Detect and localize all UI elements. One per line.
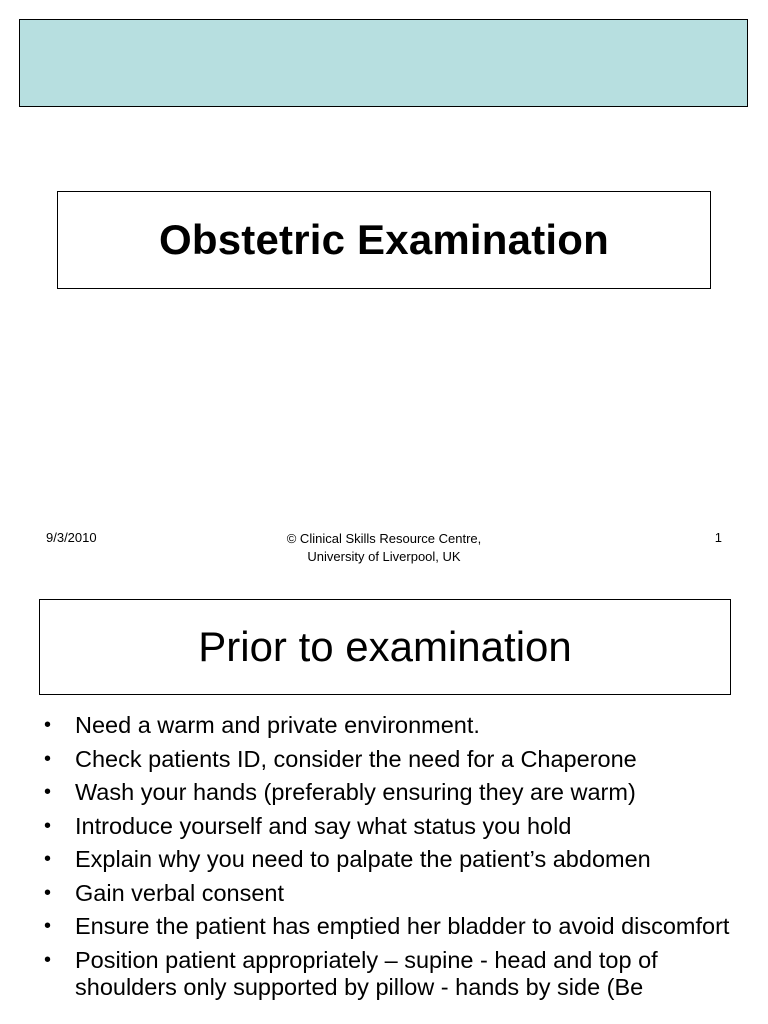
header-color-band <box>19 19 748 107</box>
bullet-item <box>44 779 734 806</box>
footer-page-number: 1 <box>714 530 722 545</box>
bullet-text: Explain why you need to palpate the patient’s abdomen <box>75 846 651 872</box>
bullet-dot-icon: • <box>44 814 52 837</box>
bullet-dot-icon: • <box>44 915 52 937</box>
bullet-dot-icon: • <box>44 948 52 971</box>
bullet-list <box>44 712 734 1007</box>
footer-credit-line1: © Clinical Skills Resource Centre, <box>286 531 482 546</box>
bullet-item <box>44 947 734 1001</box>
footer-credit-line2: University of Liverpool, UK <box>307 549 461 564</box>
slide2-title: Prior to examination <box>198 623 572 670</box>
bullet-text: Gain verbal consent <box>75 879 285 906</box>
bullet-item <box>44 712 734 739</box>
bullet-item <box>44 880 734 907</box>
bullet-dot-icon: • <box>44 848 52 870</box>
footer-date: 9/3/2010 <box>46 530 97 545</box>
bullet-text: Wash your hands (preferably ensuring they are warm) <box>75 779 636 805</box>
bullet-item <box>44 913 734 940</box>
bullet-item <box>44 813 734 840</box>
bullet-item <box>44 846 734 873</box>
slide2-title-box <box>39 599 731 695</box>
bullet-text: Ensure the patient has emptied her bladder to avoid discomfort <box>75 913 730 939</box>
bullet-text: Position patient appropriately – supine - head and top of shoulders only supported by pillow - hands by side (Be <box>75 946 658 1000</box>
bullet-dot-icon: • <box>44 747 52 770</box>
bullet-dot-icon: • <box>44 781 52 803</box>
slide1-title: Obstetric Examination <box>159 216 609 263</box>
bullet-text: Check patients ID, consider the need for a Chaperone <box>75 745 637 772</box>
bullet-dot-icon: • <box>44 881 52 904</box>
bullet-text: Need a warm and private environment. <box>75 712 480 738</box>
bullet-item <box>44 746 734 773</box>
bullet-text: Introduce yourself and say what status you hold <box>75 812 572 839</box>
bullet-dot-icon: • <box>44 714 52 736</box>
footer-credit <box>234 530 534 566</box>
slide1-title-box <box>57 191 711 289</box>
